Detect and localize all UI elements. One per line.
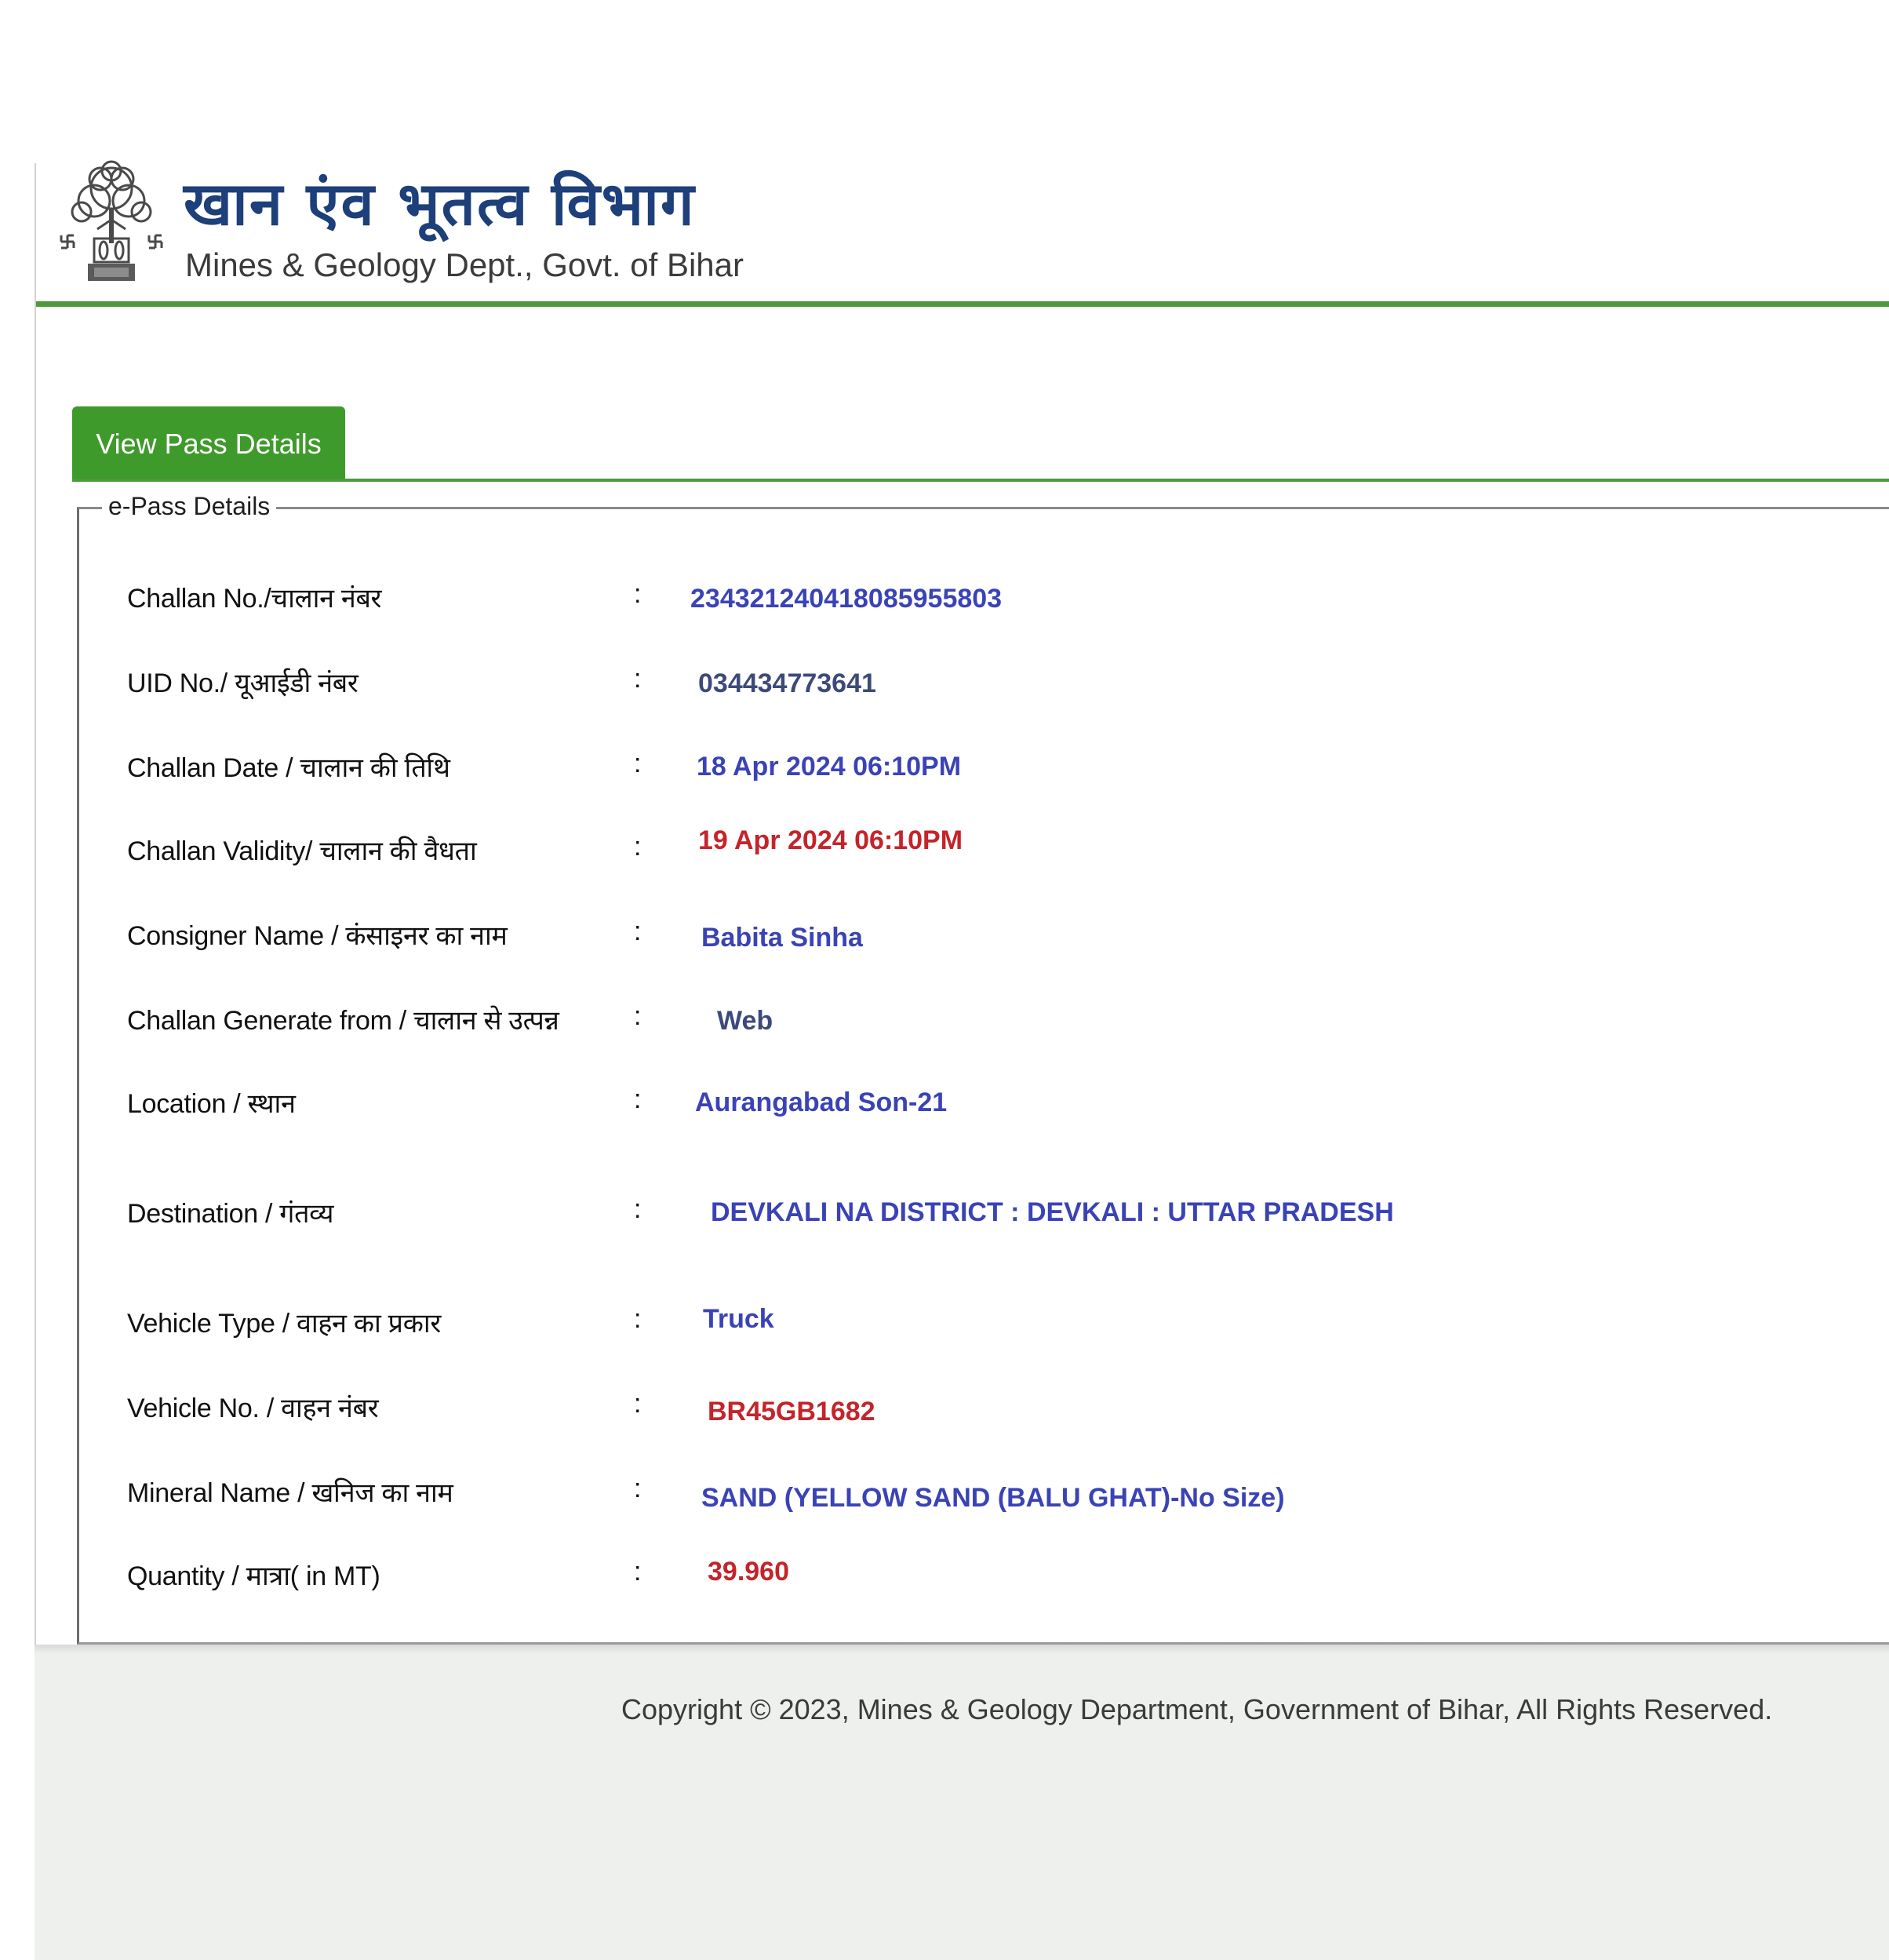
row-vehicle-no xyxy=(0,1389,1889,1436)
row-label: Challan No./चालान नंबर xyxy=(127,584,382,614)
destination-value: DEVKALI NA DISTRICT : DEVKALI : UTTAR PRADESH xyxy=(711,1197,1394,1227)
quantity-value: 39.960 xyxy=(708,1557,789,1587)
panel-shadow xyxy=(35,1645,1889,1654)
row-label: Challan Generate from / चालान से उत्पन्न xyxy=(127,1006,559,1036)
row-label: Challan Date / चालान की तिथि xyxy=(127,753,450,783)
row-challan-date xyxy=(0,749,1889,796)
row-label: Location / स्थान xyxy=(127,1089,296,1119)
bihar-emblem-icon xyxy=(56,157,198,290)
row-label: Vehicle No. / वाहन नंबर xyxy=(127,1393,379,1423)
tab-view-pass-details[interactable]: View Pass Details xyxy=(72,406,345,482)
mineral-name-value: SAND (YELLOW SAND (BALU GHAT)-No Size) xyxy=(701,1483,1285,1513)
row-label: Mineral Name / खनिज का नाम xyxy=(127,1478,453,1508)
row-colon: : xyxy=(634,664,642,694)
location-value: Aurangabad Son-21 xyxy=(695,1087,948,1117)
row-uid-no xyxy=(0,664,1889,711)
row-colon: : xyxy=(634,1557,642,1587)
row-colon: : xyxy=(634,1194,642,1224)
row-label: Consigner Name / कंसाइनर का नाम xyxy=(127,921,508,951)
header-divider xyxy=(36,301,1889,307)
row-mineral-name xyxy=(0,1474,1889,1521)
row-label: UID No./ यूआईडी नंबर xyxy=(127,669,359,698)
department-title-english: Mines & Geology Dept., Govt. of Bihar xyxy=(185,246,744,283)
row-generate-from xyxy=(0,1001,1889,1048)
uid-no-value: 034434773641 xyxy=(698,669,876,698)
row-location xyxy=(0,1084,1889,1131)
challan-validity-value: 19 Apr 2024 06:10PM xyxy=(698,825,963,855)
row-colon: : xyxy=(634,832,642,862)
row-colon: : xyxy=(634,1474,642,1503)
row-vehicle-type xyxy=(0,1304,1889,1351)
row-consigner-name xyxy=(0,916,1889,964)
row-destination xyxy=(0,1194,1889,1241)
vehicle-type-value: Truck xyxy=(703,1304,774,1334)
row-challan-validity xyxy=(0,825,1889,879)
row-label: Challan Validity/ चालान की वैधता xyxy=(127,836,477,866)
row-colon: : xyxy=(634,1084,642,1114)
fieldset-legend: e-Pass Details xyxy=(102,492,276,521)
row-colon: : xyxy=(634,579,642,609)
generate-from-value: Web xyxy=(717,1006,773,1036)
row-colon: : xyxy=(634,1304,642,1334)
row-quantity xyxy=(0,1557,1889,1604)
copyright-text: Copyright © 2023, Mines & Geology Department, Government of Bihar, All Rights Reserved. xyxy=(621,1693,1773,1725)
row-colon: : xyxy=(634,1389,642,1419)
consigner-name-value: Babita Sinha xyxy=(701,923,863,953)
challan-no-value: 234321240418085955803 xyxy=(690,584,1003,614)
header xyxy=(35,157,1889,306)
row-colon: : xyxy=(634,749,642,778)
tab-underline xyxy=(72,479,1889,482)
row-label: Quantity / मात्रा( in MT) xyxy=(127,1561,380,1591)
row-label: Vehicle Type / वाहन का प्रकार xyxy=(127,1309,441,1339)
row-label: Destination / गंतव्य xyxy=(127,1199,334,1229)
department-title-hindi: खान एंव भूतत्व विभाग xyxy=(184,169,696,239)
row-colon: : xyxy=(634,916,642,946)
challan-date-value: 18 Apr 2024 06:10PM xyxy=(697,752,962,781)
vehicle-no-value: BR45GB1682 xyxy=(708,1397,875,1426)
row-challan-no xyxy=(0,579,1889,626)
row-colon: : xyxy=(634,1001,642,1031)
